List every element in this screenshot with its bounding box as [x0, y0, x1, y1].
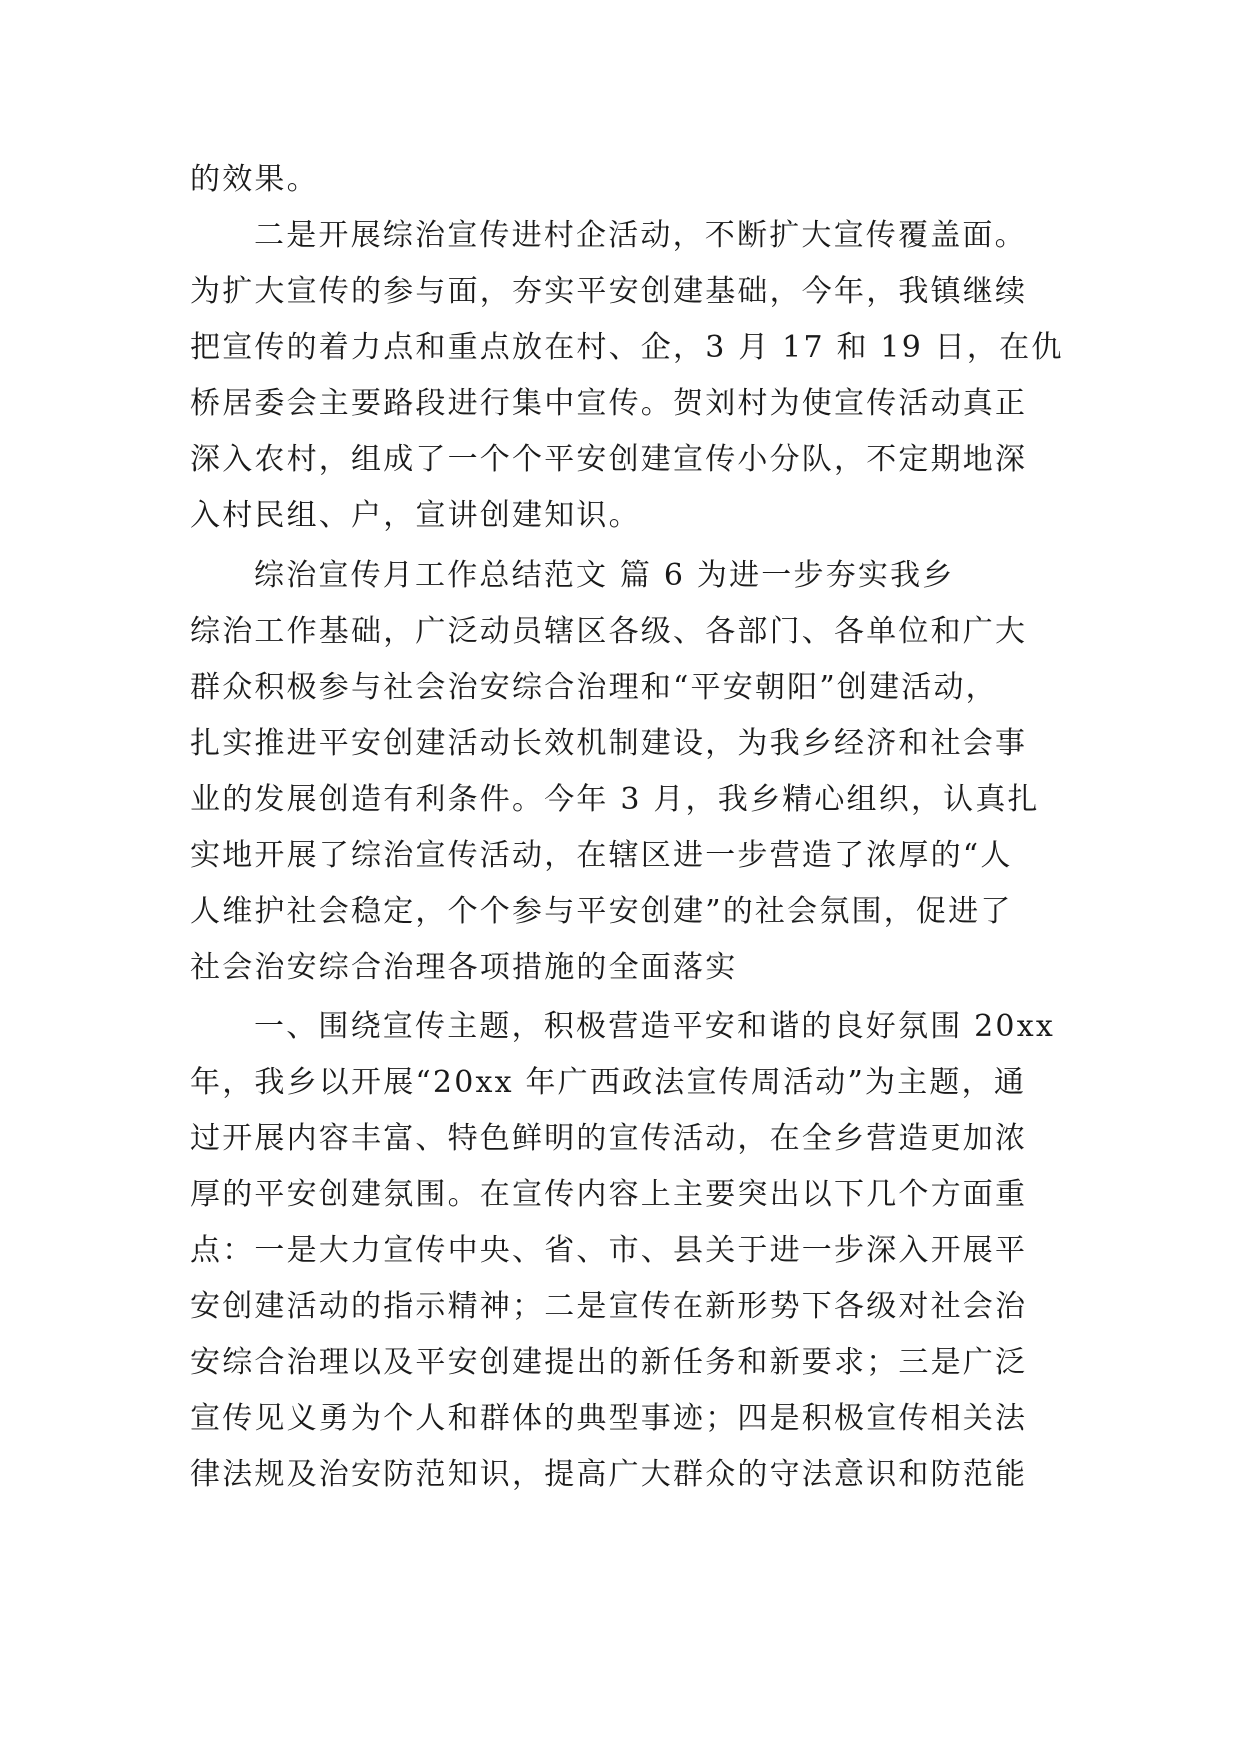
text-line: 过开展内容丰富、特色鲜明的宣传活动，在全乡营造更加浓: [190, 1121, 1028, 1156]
text-line: 业的发展创造有利条件。今年 3 月，我乡精心组织，认真扎: [190, 782, 1040, 817]
text-line: 人维护社会稳定，个个参与平安创建”的社会氛围，促进了: [190, 894, 1013, 929]
text-line: 入村民组、户，宣讲创建知识。: [190, 498, 641, 533]
text-line: 把宣传的着力点和重点放在村、企，3 月 17 和 19 日，在仇: [190, 330, 1064, 365]
paragraph-start-line: 一、围绕宣传主题，积极营造平安和谐的良好氛围 20xx: [254, 1009, 1055, 1044]
text-line: 厚的平安创建氛围。在宣传内容上主要突出以下几个方面重: [190, 1177, 1028, 1212]
text-line: 综治工作基础，广泛动员辖区各级、各部门、各单位和广大: [190, 614, 1028, 649]
text-line: 扎实推进平安创建活动长效机制建设，为我乡经济和社会事: [190, 726, 1028, 761]
text-line: 社会治安综合治理各项措施的全面落实: [190, 950, 738, 985]
text-line: 为扩大宣传的参与面，夯实平安创建基础，今年，我镇继续: [190, 274, 1028, 309]
text-line: 的效果。: [190, 162, 319, 197]
text-line: 律法规及治安防范知识，提高广大群众的守法意识和防范能: [190, 1457, 1028, 1492]
text-line: 实地开展了综治宣传活动，在辖区进一步营造了浓厚的“人: [190, 838, 1013, 873]
text-line: 群众积极参与社会治安综合治理和“平安朝阳”创建活动，: [190, 670, 998, 705]
text-line: 深入农村，组成了一个个平安创建宣传小分队，不定期地深: [190, 442, 1028, 477]
text-line: 宣传见义勇为个人和群体的典型事迹；四是积极宣传相关法: [190, 1401, 1028, 1436]
text-line: 年，我乡以开展“20xx 年广西政法宣传周活动”为主题，通: [190, 1065, 1027, 1100]
section-heading-line: 综治宣传月工作总结范文 篇 6 为进一步夯实我乡: [254, 558, 955, 593]
text-line: 桥居委会主要路段进行集中宣传。贺刘村为使宣传活动真正: [190, 386, 1028, 421]
paragraph-start-line: 二是开展综治宣传进村企活动，不断扩大宣传覆盖面。: [254, 218, 1027, 253]
text-line: 点：一是大力宣传中央、省、市、县关于进一步深入开展平: [190, 1233, 1028, 1268]
text-line: 安综合治理以及平安创建提出的新任务和新要求；三是广泛: [190, 1345, 1028, 1380]
text-line: 安创建活动的指示精神；二是宣传在新形势下各级对社会治: [190, 1289, 1028, 1324]
